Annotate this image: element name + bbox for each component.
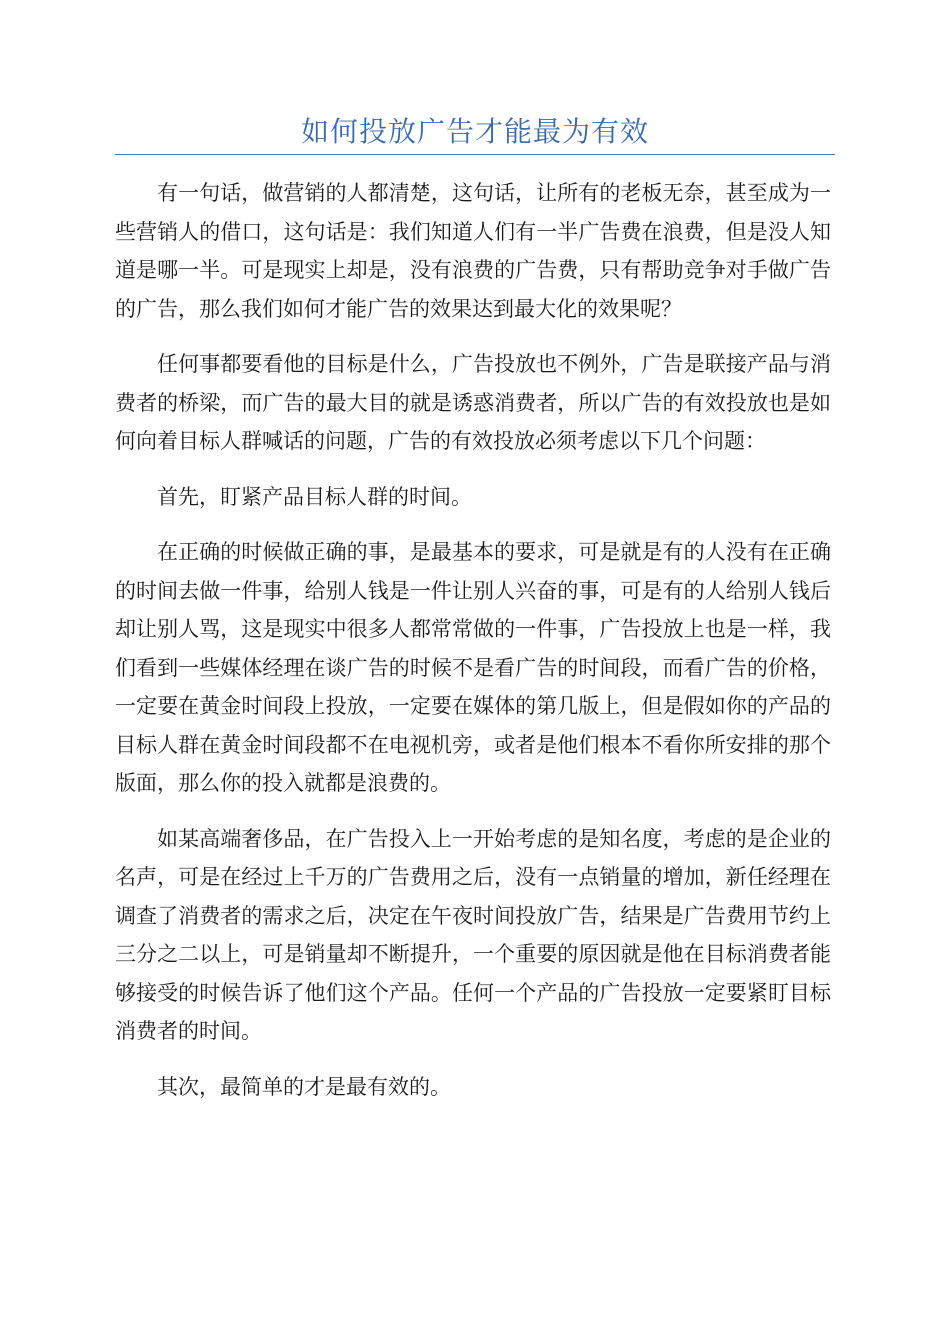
paragraph-6: 其次，最简单的才是最有效的。 <box>157 1074 451 1099</box>
paragraph-1: 有一句话，做营销的人都清楚，这句话，让所有的老板无奈，甚至成为一些营销人的借口，这句话是：我们知道人们有一半广告费在浪费，但是没人知道是哪一半。可是现实上却是，没有浪费的广告费，只有帮助竞争对手做广告的广告，那么我们如何才能广告的效果达到最大化的效果呢？ <box>115 181 831 321</box>
paragraph-3: 首先，盯紧产品目标人群的时间。 <box>157 484 472 509</box>
title-underline <box>115 154 835 155</box>
paragraph-2: 任何事都要看他的目标是什么，广告投放也不例外，广告是联接产品与消费者的桥梁，而广告的最大目的就是诱惑消费者，所以广告的有效投放也是如何向着目标人群喊话的问题，广告的有效投放必须考虑以下几个问题： <box>115 352 831 453</box>
document-title: 如何投放广告才能最为有效 <box>300 115 649 148</box>
paragraph-5: 如某高端奢侈品，在广告投入上一开始考虑的是知名度，考虑的是企业的名声，可是在经过上千万的广告费用之后，没有一点销量的增加，新任经理在调查了消费者的需求之后，决定在午夜时间投放广告，结果是广告费用节约上三分之二以上，可是销量却不断提升，一个重要的原因就是他在目标消费者能够接受的时候告诉了他们这个产品。任何一个产品的广告投放一定要紧盯目标消费者的时间。 <box>115 826 831 1043</box>
paragraph-4: 在正确的时候做正确的事，是最基本的要求，可是就是有的人没有在正确的时间去做一件事，给别人钱是一件让别人兴奋的事，可是有的人给别人钱后却让别人骂，这是现实中很多人都常常做的一件事，广告投放上也是一样，我们看到一些媒体经理在谈广告的时候不是看广告的时间段，而看广告的价格，一定要在黄金时间段上投放，一定要在媒体的第几版上，但是假如你的产品的目标人群在黄金时间段都不在电视机旁，或者是他们根本不看你所安排的那个版面，那么你的投入就都是浪费的。 <box>115 540 831 795</box>
document-body <box>115 174 831 1123</box>
